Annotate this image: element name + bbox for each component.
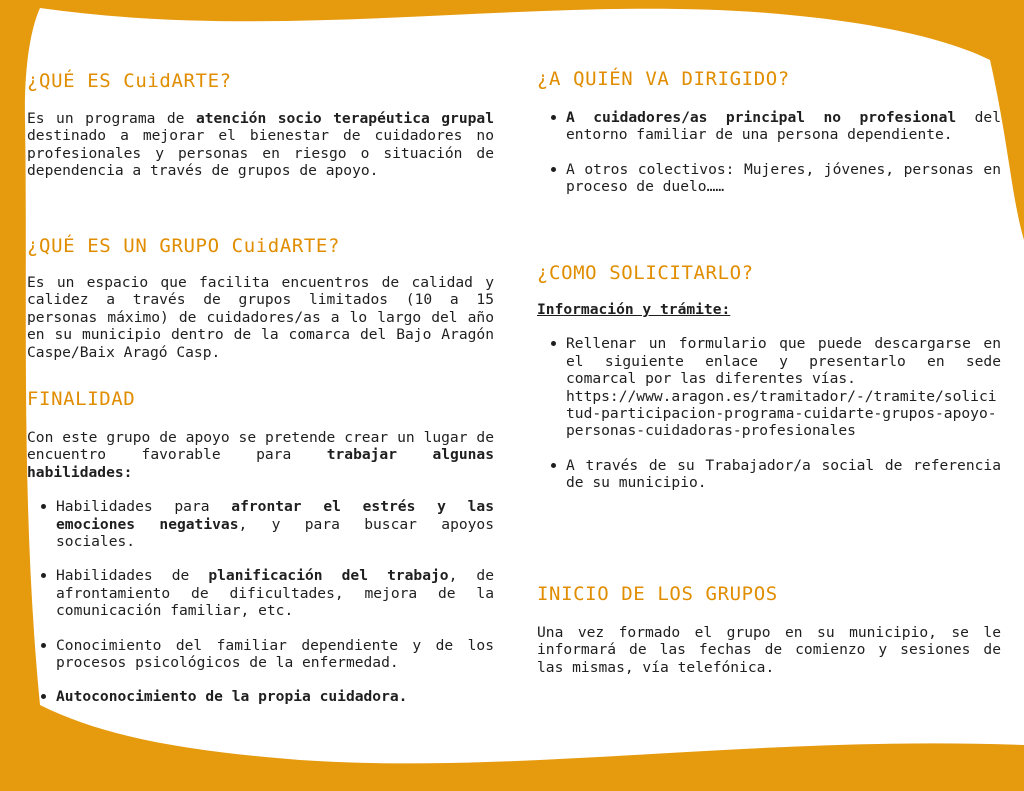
section-solicitar: [537, 260, 1001, 492]
section-text: Es un programa de atención socio terapéutica grupal destinado a mejorar el bienestar de cuidadores no profesionales y personas en riesgo o situación de dependencia a través de grupos de apoyo.: [27, 110, 494, 180]
section-grupo: [27, 233, 494, 361]
dirigido-list: [537, 109, 1001, 196]
section-finalidad: [27, 386, 494, 706]
section-text: Con este grupo de apoyo se pretende crear un lugar de encuentro favorable para trabajar algunas habilidades:: [27, 429, 494, 481]
section-text: Es un espacio que facilita encuentros de calidad y calidez a través de grupos limitados (10 a 15 personas máximo) de cuidadores/as a lo largo del año en su municipio dentro de la comarca del Bajo Aragón Caspe/Baix Aragó Casp.: [27, 274, 494, 361]
list-item: Habilidades de planificación del trabajo, de afrontamiento de dificultades, mejora de la comunicación familiar, etc.: [56, 567, 495, 620]
list-item: Habilidades para afrontar el estrés y las emociones negativas, y para buscar apoyos sociales.: [56, 498, 495, 551]
form-link[interactable]: https://www.aragon.es/tramitador/-/tramite/solicitud-participacion-programa-cuidarte-grupos-apoyo-personas-cuidadoras-profesionales: [566, 387, 997, 440]
list-item: Conocimiento del familiar dependiente y de los procesos psicológicos de la enfermedad.: [56, 636, 494, 672]
section-title: ¿A QUIÉN VA DIRIGIDO?: [537, 68, 790, 90]
list-item: A cuidadores/as principal no profesional del entorno familiar de una persona dependiente.: [566, 109, 1001, 144]
section-dirigido: [537, 66, 1001, 196]
section-inicio: [537, 581, 1001, 676]
habilidades-list: [27, 498, 494, 706]
section-subtitle: Información y trámite:: [537, 301, 731, 318]
list-item: Autoconocimiento de la propia cuidadora.: [56, 688, 494, 705]
list-item: Rellenar un formulario que puede descargarse en el siguiente enlace y presentarlo en sede comarcal por las diferentes vías. https://www.aragon.es/tramitador/-/tramite/solicitud-participacion-programa-cuidarte-grupos-apoyo-personas-cuidadoras-profesionales: [566, 335, 1001, 440]
section-title: ¿QUÉ ES CuidARTE?: [27, 70, 232, 92]
list-item: A otros colectivos: Mujeres, jóvenes, personas en proceso de duelo……: [566, 160, 1001, 196]
section-title: INICIO DE LOS GRUPOS: [537, 583, 778, 605]
section-title: ¿COMO SOLICITARLO?: [537, 262, 754, 284]
section-title: ¿QUÉ ES UN GRUPO CuidARTE?: [27, 235, 341, 257]
list-item: A través de su Trabajador/a social de referencia de su municipio.: [566, 456, 1001, 492]
section-text: Una vez formado el grupo en su municipio, se le informará de las fechas de comienzo y sesiones de las mismas, vía telefónica.: [537, 624, 1001, 676]
solicitar-list: [537, 335, 1001, 491]
section-title: FINALIDAD: [27, 388, 136, 410]
section-que-es: [27, 68, 494, 180]
